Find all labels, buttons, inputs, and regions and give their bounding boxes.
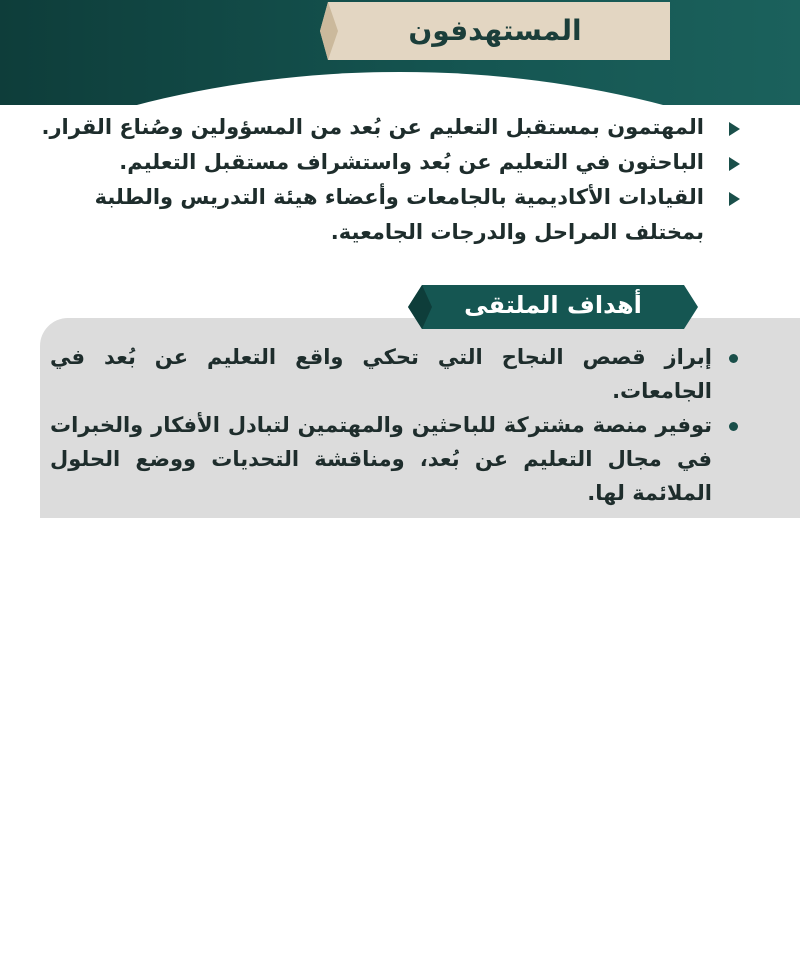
audience-title: المستهدفون (408, 14, 582, 47)
goals-title-ribbon (408, 285, 698, 329)
audience-item: المهتمون بمستقبل التعليم عن بُعد من المسؤولين وصُناع القرار. (40, 110, 740, 145)
dot-bullet-icon (729, 422, 738, 431)
goals-list (50, 340, 740, 510)
goal-item: توفير منصة مشتركة للباحثين والمهتمين لتبادل الأفكار والخبرات في مجال التعليم عن بُعد، ومناقشة التحديات ووضع الحلول الملائمة لها. (50, 408, 740, 510)
audience-item: الباحثون في التعليم عن بُعد واستشراف مستقبل التعليم. (40, 145, 740, 180)
dot-bullet-icon (729, 354, 738, 363)
audience-item: القيادات الأكاديمية بالجامعات وأعضاء هيئة التدريس والطلبة بمختلف المراحل والدرجات الجامعية. (40, 180, 740, 250)
goal-item: إبراز قصص النجاح التي تحكي واقع التعليم عن بُعد في الجامعات. (50, 340, 740, 408)
triangle-bullet-icon (729, 157, 740, 171)
audience-list (40, 110, 740, 250)
triangle-bullet-icon (729, 192, 740, 206)
triangle-bullet-icon (729, 122, 740, 136)
audience-title-ribbon (320, 2, 670, 60)
goals-title: أهداف الملتقى (464, 291, 642, 319)
